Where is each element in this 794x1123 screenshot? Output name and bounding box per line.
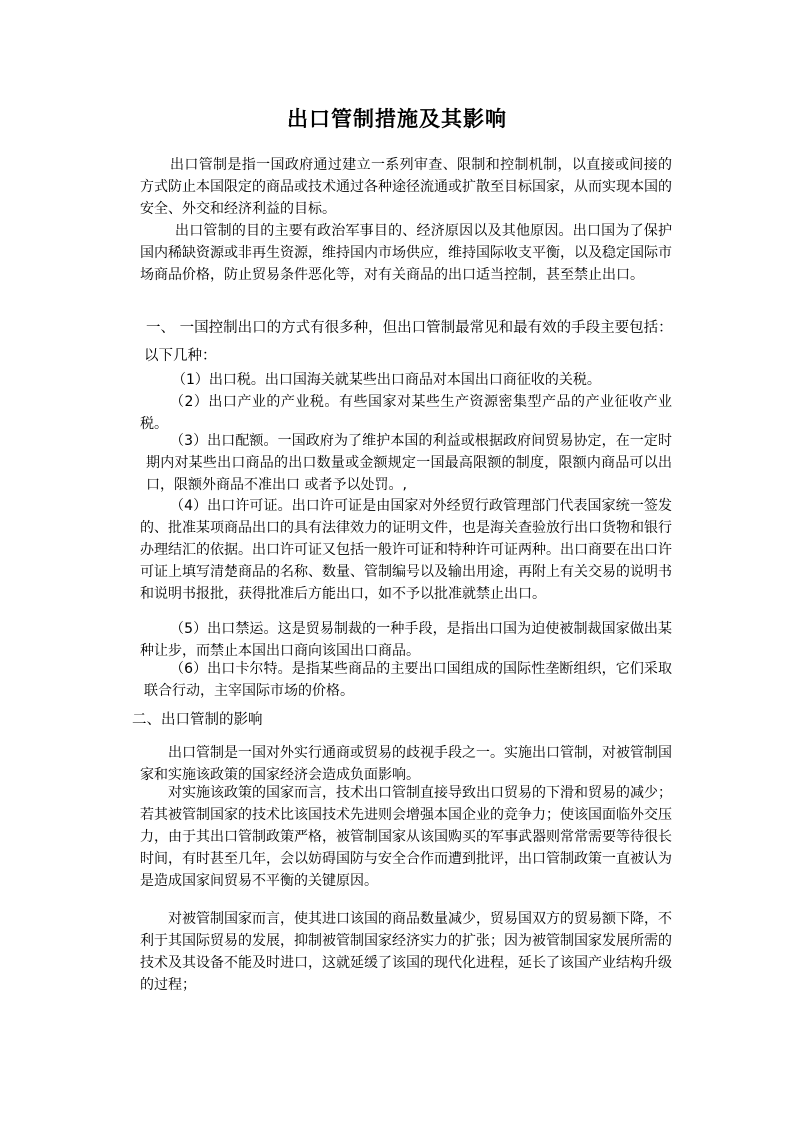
section-1-item-3: （3）出口配额。一国政府为了维护本国的利益或根据政府间贸易协定，在一定时期内对某些出口商品的出口数量或金额规定一国最高限额的制度，限额内商品可以出口，限额外商品不准出口 或者予以处罚。, — [146, 433, 672, 493]
section-1-item-2: （2）出口产业的产业税。有些国家对某些生产资源密集型产品的产业征收产业税。 — [140, 394, 672, 432]
section-1-heading: 一、 一国控制出口的方式有很多种，但出口管制最常见和最有效的手段主要包括：以下几种： — [144, 320, 673, 364]
section-1-item-6: （6）出口卡尔特。是指某些商品的主要出口国组成的国际性垄断组织，它们采取联合行动，主宰国际市场的价格。 — [144, 661, 672, 699]
intro-paragraph-1: 出口管制是指一国政府通过建立一系列审查、限制和控制机制，以直接或间接的方式防止本国限定的商品或技术通过各种途径流通或扩散至目标国家，从而实现本国的安全、外交和经济利益的目标。 — [140, 157, 672, 217]
section-1-item-5: （5）出口禁运。这是贸易制裁的一种手段，是指出口国为迫使被制裁国家做出某种让步，而禁止本国出口商向该国出口商品。 — [140, 621, 672, 659]
section-2-heading: 二、出口管制的影响 — [132, 712, 263, 728]
section-2-paragraph-2: 对实施该政策的国家而言，技术出口管制直接导致出口贸易的下滑和贸易的减少；若其被管制国家的技术比该国技术先进则会增强本国企业的竞争力；使该国面临外交压力，由于其出口管制政策严格，被管制国家从该国购买的军事武器则常常需要等待很长时间，有时甚至几年，会以妨碍国防与安全合作而遭到批评，出口管制政策一直被认为是造成国家间贸易不平衡的关键原因。 — [140, 785, 672, 889]
section-2-paragraph-3: 对被管制国家而言，使其进口该国的商品数量减少，贸易国双方的贸易额下降，不利于其国际贸易的发展，抑制被管制国家经济实力的扩张；因为被管制国家发展所需的技术及其设备不能及时进口，这就延缓了该国的现代化进程，延长了该国产业结构升级的过程； — [140, 911, 672, 993]
document-title: 出口管制措施及其影响 — [287, 106, 507, 131]
section-1-item-1: （1）出口税。出口国海关就某些出口商品对本国出口商征收的关税。 — [172, 372, 601, 388]
section-1-item-4: （4）出口许可证。出口许可证是由国家对外经贸行政管理部门代表国家统一签发的、批准某项商品出口的具有法律效力的证明文件，也是海关查验放行出口货物和银行办理结汇的依据。出口许可证又包括一般许可证和特种许可证两种。出口商要在出口许可证上填写清楚商品的名称、数量、管制编号以及输出用途，再附上有关交易的说明书和说明书报批，获得批准后方能出口，如不予以批准就禁止出口。 — [140, 498, 672, 602]
section-2-paragraph-1: 出口管制是一国对外实行通商或贸易的歧视手段之一。实施出口管制，对被管制国家和实施该政策的国家经济会造成负面影响。 — [140, 745, 672, 783]
intro-paragraph-2: 出口管制的目的主要有政治军事目的、经济原因以及其他原因。出口国为了保护国内稀缺资源或非再生资源，维持国内市场供应，维持国际收支平衡，以及稳定国际市场商品价格，防止贸易条件恶化等，对有关商品的出口适当控制，甚至禁止出口。 — [140, 223, 672, 283]
